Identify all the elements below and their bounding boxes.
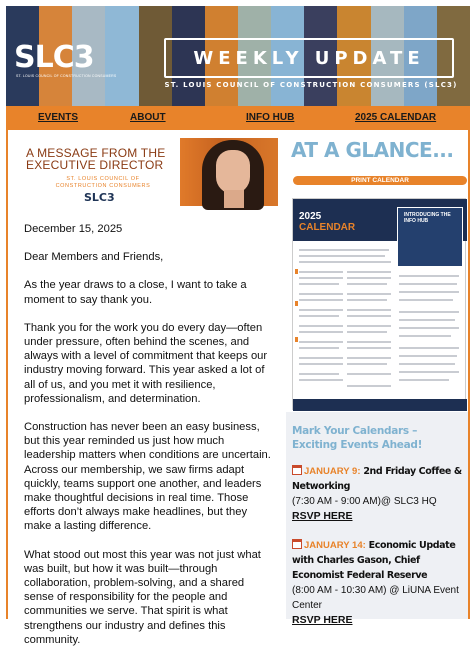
calendar-text-line [299,299,343,301]
calendar-word: CALENDAR [299,222,356,233]
calendar-text-line [347,293,391,295]
calendar-text-line [347,325,391,327]
calendar-month-bar [295,301,298,306]
rsvp-link[interactable]: RSVP HERE [292,510,353,522]
calendar-icon [292,465,302,475]
calendar-month-bar [295,269,298,274]
calendar-text-line [299,255,385,257]
calendar-text-line [399,291,459,293]
calendar-text-line [299,331,343,333]
calendar-year: 2025 [299,211,322,222]
calendar-text-line [347,309,391,311]
calendar-text-line [299,293,343,295]
message-org [48,176,158,190]
event-title: Economic Update with Charles Gason, Chief Economist Federal Reserve [292,540,456,581]
letter-paragraph: What stood out most this year was not just what was built, but how it was built—through collaboration, problem-solving, and a shared sense of responsibility for the people and communities we serve. That spirit is what strengthens our industry and defines this community. [24,548,261,646]
calendar-text-line [299,277,343,279]
calendar-text-line [347,341,391,343]
executive-director-card [20,138,278,206]
calendar-text-line [299,283,339,285]
calendar-month-bar [295,337,298,342]
message-org-line1: ST. LOUIS COUNCIL OF [66,176,140,182]
calendar-text-line [399,371,459,373]
calendar-text-line [399,275,459,277]
calendar-footer [293,399,467,411]
calendar-text-line [399,299,453,301]
letter-paragraph: Construction has never been an easy business, but this year reminded us just how much leadership matters when conditions are uncertain. Across our membership, we saw firms adapt quickly, teams support one another, and leaders make thoughtful decisions in real time. Those efforts don’t always make headlines, but they make a lasting difference. [24,421,271,533]
calendar-text-line [347,331,387,333]
calendar-text-line [347,299,387,301]
message-org-line2: CONSTRUCTION CONSUMERS [55,183,151,189]
message-banner [20,138,180,206]
calendar-text-line [299,309,343,311]
calendar-text-line [399,327,459,329]
calendar-text-line [399,379,449,381]
rsvp-link[interactable]: RSVP HERE [292,614,353,626]
letter-greeting: Dear Members and Friends, [24,251,164,264]
portrait-neck [224,190,244,208]
calendar-text-line [399,335,451,337]
print-calendar-button[interactable]: PRINT CALENDAR [293,176,467,185]
calendar-text-line [347,347,391,349]
calendar-text-line [299,357,343,359]
calendar-text-line [299,261,391,263]
message-title [26,147,165,171]
nav-link-about[interactable]: ABOUT [130,112,166,123]
calendar-text-line [347,283,387,285]
logo-tagline: ST. LOUIS COUNCIL OF CONSTRUCTION CONSUMERS [16,74,117,78]
calendar-thumbnail[interactable] [292,198,466,410]
events-heading: Mark Your Calendars – Exciting Events Ahead! [292,425,423,451]
calendar-text-line [299,363,343,365]
calendar-text-line [299,325,343,327]
logo-text: SLC3 [14,40,94,75]
letter-date: December 15, 2025 [24,223,123,235]
nav-link-events[interactable]: EVENTS [38,112,79,123]
calendar-icon [292,539,302,549]
event-date: JANUARY 9: [304,466,361,477]
slc3-logo [14,40,117,80]
newsletter-title: WEEKLY UPDATE [164,38,454,78]
calendar-text-line [299,271,343,273]
message-title-line2: EXECUTIVE DIRECTOR [26,158,164,172]
calendar-text-line [299,341,343,343]
nav-link-info-hub[interactable]: INFO HUB [246,112,295,123]
info-hub-promo-text: INTRODUCING THE INFO HUB [404,212,451,224]
calendar-text-line [347,277,391,279]
nav-link-2025-calendar[interactable]: 2025 CALENDAR [355,112,437,123]
header-overlay [6,6,470,106]
calendar-text-line [399,363,455,365]
nav-bar [6,106,470,130]
calendar-text-line [299,373,339,375]
event-title: 2nd Friday Coffee & Networking [292,466,462,492]
info-hub-promo [397,207,463,267]
calendar-text-line [299,315,339,317]
calendar-text-line [399,283,457,285]
calendar-text-line [399,355,457,357]
letter-paragraph: Thank you for the work you do every day—often under pressure, often behind the scenes, and always with a level of commitment that keeps our industry moving forward. This year asked a lot of all of us, and you met it with resilience, professionalism, and determination. [24,321,268,405]
event-item [292,538,464,628]
calendar-text-line [299,379,343,381]
calendar-text-line [347,363,387,365]
portrait-face [216,150,250,194]
event-date: JANUARY 14: [304,540,366,551]
calendar-text-line [399,319,455,321]
calendar-text-line [299,249,389,251]
letter-paragraph: As the year draws to a close, I want to take a moment to say thank you. [24,279,247,306]
event-time: (8:00 AM - 10:30 AM) @ LiUNA Event Center [292,585,459,611]
at-a-glance-heading: AT A GLANCE... [291,138,454,162]
newsletter-subtitle: ST. LOUIS COUNCIL OF CONSTRUCTION CONSUMERS (SLC3) [164,81,458,89]
message-logo: SLC3 [84,191,115,204]
calendar-text-line [347,385,391,387]
event-time: (7:30 AM - 9:00 AM)@ SLC3 HQ [292,496,437,507]
calendar-text-line [347,357,391,359]
calendar-text-line [347,373,391,375]
message-title-line1: A MESSAGE FROM THE [26,146,166,160]
calendar-text-line [399,347,459,349]
calendar-text-line [299,347,339,349]
event-item [292,464,464,524]
calendar-text-line [347,271,391,273]
calendar-text-line [399,311,459,313]
director-letter [24,222,272,661]
calendar-text-line [347,315,391,317]
director-portrait [180,138,278,206]
